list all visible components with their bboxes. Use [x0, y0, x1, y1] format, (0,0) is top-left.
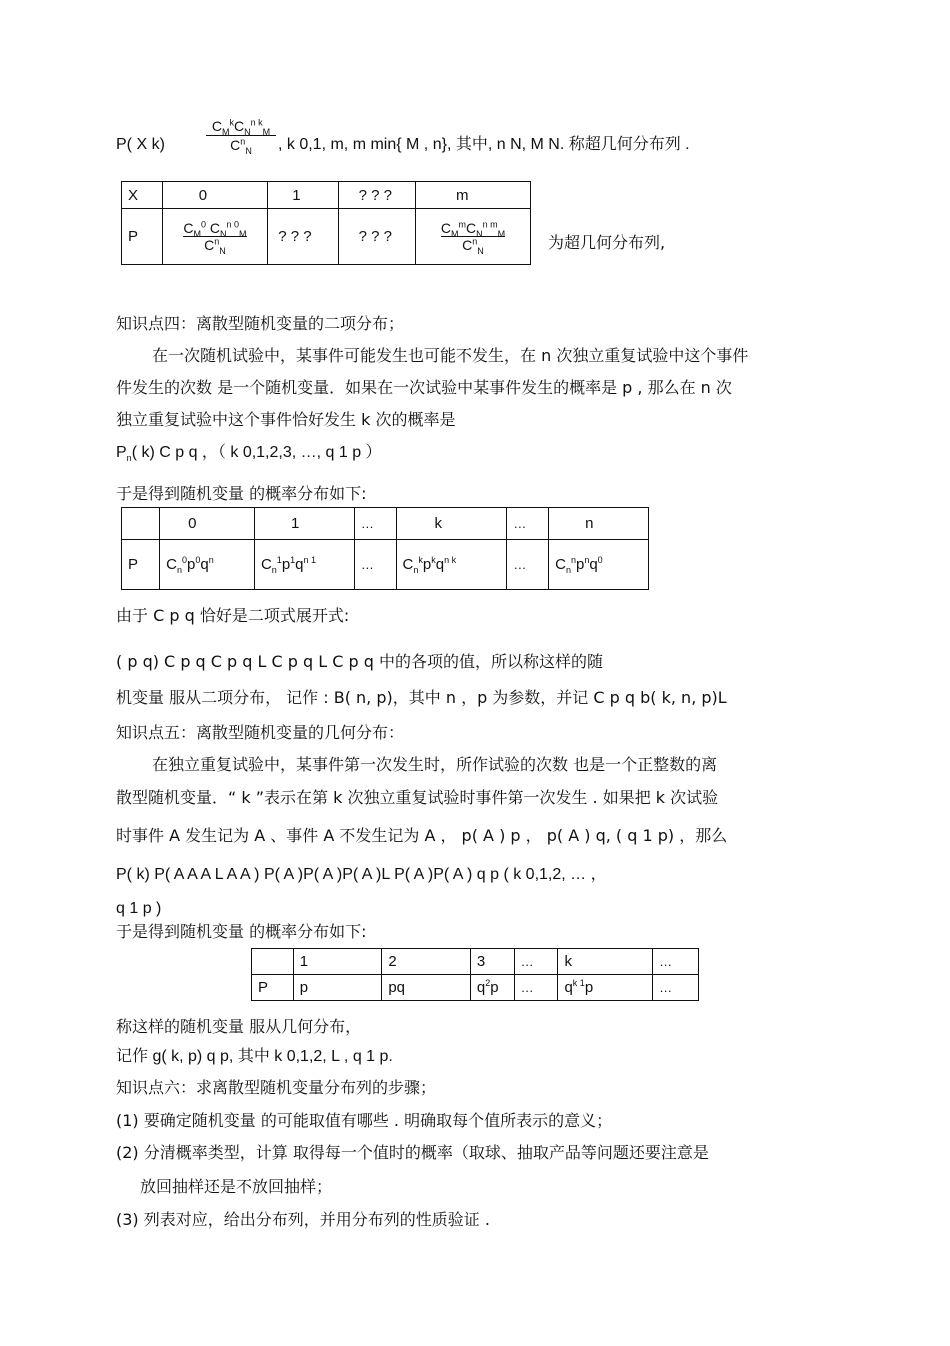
table-cell: 0	[160, 508, 255, 540]
table-cell: $C_n^np^nq^0$	[549, 540, 649, 590]
table-cell: …	[514, 949, 558, 975]
geometric-table	[251, 948, 699, 1001]
table-cell: $q^2p$	[470, 975, 514, 1001]
point5-table-intro: 于是得到随机变量 的概率分布如下:	[116, 922, 367, 941]
table-cell: 1	[268, 182, 338, 209]
point4-paragraph-line2: 件发生的次数 是一个随机变量．如果在一次试验中某事件发生的概率是 p , 那么在 n 次	[116, 378, 732, 397]
hyper-formula-fraction: $C_M^kC_N^{n k}_M$ $C^n_N$	[206, 118, 276, 153]
table-cell: …	[507, 508, 549, 540]
point6-step1: (1) 要确定随机变量 的可能取值有哪些 . 明确取每个值所表示的意义；	[116, 1111, 613, 1130]
point6-heading: 知识点六：求离散型随机变量分布列的步骤；	[116, 1078, 437, 1097]
table-cell: ? ? ?	[338, 182, 415, 209]
hyper-table-caption: 为超几何分布列,	[548, 233, 666, 252]
point4-heading: 知识点四：离散型随机变量的二项分布；	[116, 314, 405, 333]
table-cell: …	[354, 508, 396, 540]
point5-paragraph-line1: 在独立重复试验中，某事件第一次发生时，所作试验的次数 也是一个正整数的离	[152, 755, 718, 774]
hyper-table	[121, 181, 531, 265]
point4-paragraph-line3: 独立重复试验中这个事件恰好发生 k 次的概率是	[116, 410, 456, 429]
table-cell: P	[252, 975, 294, 1001]
point6-step3: (3) 列表对应，给出分布列，并用分布列的性质验证 .	[116, 1210, 490, 1229]
table-cell: 2	[382, 949, 471, 975]
point6-step2: (2) 分清概率类型，计算 取得每一个值时的概率（取球、抽取产品等问题还要注意是	[116, 1143, 709, 1162]
point4-paragraph-line1: 在一次随机试验中，某事件可能发生也可能不发生，在 n 次独立重复试验中这个事件	[152, 346, 749, 365]
table-cell: X	[122, 182, 163, 209]
table-cell: 3	[470, 949, 514, 975]
table-cell: $C_M^0$ $C_N^{n 0}_M$ $C^n_N$	[162, 209, 268, 265]
table-cell: ? ? ?	[338, 209, 415, 265]
point5-heading: 知识点五：离散型随机变量的几何分布：	[116, 723, 405, 742]
point5-after-line2: 记作 g( k, p) q p, 其中 k 0,1,2, L , q 1 p.	[116, 1048, 393, 1065]
table-cell: …	[507, 540, 549, 590]
table-cell: …	[653, 975, 699, 1001]
table-cell: P	[122, 540, 160, 590]
table-cell: p	[293, 975, 382, 1001]
table-cell: ? ? ?	[268, 209, 338, 265]
point5-paragraph-line2: 散型随机变量．“ k ”表示在第 k 次独立重复试验时事件第一次发生 . 如果把 k 次试验	[116, 788, 719, 807]
hyper-formula-tail: , k 0,1, m, m min{ M , n}, 其中, n N, M N. 称超几何分布列 .	[278, 136, 690, 153]
table-cell: $C_M^mC_N^{n m}_M$ $C^n_N$	[415, 209, 530, 265]
geometric-formula-cont: q 1 p )	[116, 900, 162, 917]
geometric-formula: P( k) P( A A A L A A ) P( A )P( A )P( A )L P( A )P( A ) q p ( k 0,1,2, … ，	[116, 866, 607, 883]
table-cell: P	[122, 209, 163, 265]
point4-expansion-line1: ( p q) C p q C p q L C p q L C p q 中的各项的值，所以称这样的随	[116, 652, 604, 671]
table-cell	[252, 949, 294, 975]
binomial-table	[121, 507, 649, 590]
table-cell: $C_n^kp^kq^{n k}$	[396, 540, 507, 590]
table-cell	[122, 508, 160, 540]
table-cell: 0	[162, 182, 268, 209]
table-cell: 1	[293, 949, 382, 975]
table-cell: pq	[382, 975, 471, 1001]
binomial-formula: $P_n$( k) C p q ，（ k 0,1,2,3, …, q 1 p ）	[116, 444, 382, 464]
table-cell: $q^{k 1}p$	[558, 975, 653, 1001]
point4-since-line: 由于 C p q 恰好是二项式展开式:	[116, 606, 350, 625]
point5-paragraph-line3: 时事件 A 发生记为 A 、事件 A 不发生记为 A ， p( A ) p ， p( A ) q, ( q 1 p) ，那么	[116, 826, 728, 845]
point6-step2-cont: 放回抽样还是不放回抽样；	[140, 1177, 333, 1196]
table-cell: $C_n^0p^0q^n$	[160, 540, 255, 590]
hyper-formula-lhs: P( X k)	[116, 136, 165, 153]
table-cell: …	[354, 540, 396, 590]
table-cell: …	[653, 949, 699, 975]
table-cell: n	[549, 508, 649, 540]
table-cell: 1	[254, 508, 354, 540]
point5-after-line1: 称这样的随机变量 服从几何分布，	[116, 1017, 362, 1036]
table-cell: $C_n^1p^1q^{n 1}$	[254, 540, 354, 590]
table-cell: k	[396, 508, 507, 540]
table-cell: k	[558, 949, 653, 975]
table-cell: m	[415, 182, 530, 209]
point4-table-intro: 于是得到随机变量 的概率分布如下:	[116, 484, 367, 503]
table-cell: …	[514, 975, 558, 1001]
point4-expansion-line2: 机变量 服从二项分布， 记作 : B( n, p)，其中 n ，p 为参数，并记 C p q b( k, n, p)L	[116, 688, 727, 707]
